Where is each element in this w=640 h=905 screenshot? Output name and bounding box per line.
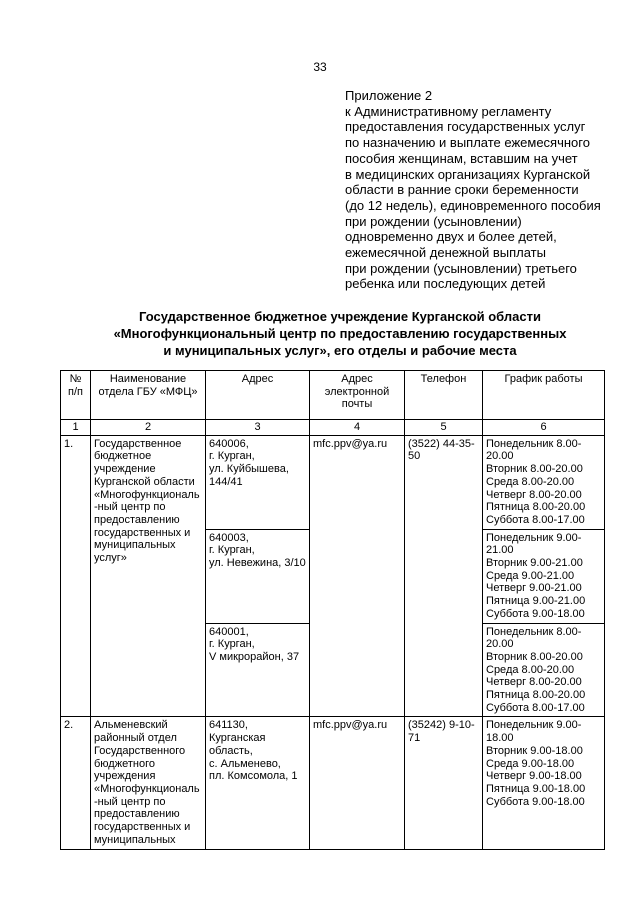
col-number: 5 xyxy=(405,420,483,436)
schedule-line: Пятница 8.00-20.00 xyxy=(486,501,586,514)
table-row xyxy=(61,717,605,850)
schedule-line: Среда 8.00-20.00 xyxy=(486,663,575,676)
phone-cell: (35242) 9-10- 71 xyxy=(405,717,483,850)
email-cell: mfc.ppv@ya.ru xyxy=(310,435,405,717)
schedule-line: Вторник 9.00-18.00 xyxy=(486,744,583,757)
phone-cell: (3522) 44-35- 50 xyxy=(405,435,483,717)
table-row xyxy=(61,435,605,529)
schedule-line: Понедельник 9.00- 18.00 xyxy=(486,719,582,745)
schedule-line: Среда 8.00-20.00 xyxy=(486,475,575,488)
col-number: 1 xyxy=(61,420,91,436)
header-schedule: График работы xyxy=(483,371,605,420)
appendix-text: к Административному регламенту предоставления государственных услуг по назначению и выплате ежемесячного пособия женщинам, вставшим на учет в медицинских организациях Курганской области в ранние сроки беременности (до 12 недель), единовременного пособия при рождении (усыновлении) одновременно двух и более детей, ежемесячной денежной выплаты при рождении (усыновлении) третьего ребенка или последующих детей xyxy=(345,103,601,292)
schedule-line: Пятница 9.00-21.00 xyxy=(486,595,586,608)
offices-table xyxy=(60,370,605,850)
schedule-line: Четверг 9.00-21.00 xyxy=(486,582,582,595)
schedule-line: Суббота 9.00-18.00 xyxy=(486,607,585,620)
schedule-line: Вторник 9.00-21.00 xyxy=(486,557,583,570)
table-header-row xyxy=(61,371,605,420)
row-number: 2. xyxy=(61,717,91,850)
header-phone: Телефон xyxy=(405,371,483,420)
header-department: Наименование отдела ГБУ «МФЦ» xyxy=(91,371,206,420)
header-address: Адрес xyxy=(206,371,310,420)
schedule-line: Четверг 9.00-18.00 xyxy=(486,770,582,783)
col-number: 4 xyxy=(310,420,405,436)
schedule-line: Суббота 9.00-18.00 xyxy=(486,795,585,808)
address-cell: 640001, г. Курган, V микрорайон, 37 xyxy=(206,623,310,717)
schedule-line: Понедельник 9.00- 21.00 xyxy=(486,531,582,557)
schedule-line: Суббота 8.00-17.00 xyxy=(486,513,585,526)
col-number: 2 xyxy=(91,420,206,436)
schedule-cell xyxy=(483,623,605,717)
schedule-cell xyxy=(483,435,605,529)
schedule-line: Понедельник 8.00- 20.00 xyxy=(486,437,582,463)
col-number: 3 xyxy=(206,420,310,436)
address-cell: 640003, г. Курган, ул. Невежина, 3/10 xyxy=(206,529,310,623)
appendix-heading: Приложение 2 xyxy=(345,88,433,103)
schedule-line: Пятница 8.00-20.00 xyxy=(486,689,586,702)
schedule-cell xyxy=(483,529,605,623)
row-number: 1. xyxy=(61,435,91,717)
header-email: Адрес электронной почты xyxy=(310,371,405,420)
schedule-line: Среда 9.00-21.00 xyxy=(486,569,575,582)
schedule-line: Пятница 9.00-18.00 xyxy=(486,782,586,795)
column-number-row xyxy=(61,420,605,436)
page-number: 33 xyxy=(313,60,327,74)
department-name: Государственное бюджетное учреждение Курганской области «Многофункциональ -ный центр по предоставлению государственных и муниципальных услуг» xyxy=(91,435,206,717)
col-number: 6 xyxy=(483,420,605,436)
header-number: № п/п xyxy=(61,371,91,420)
address-cell: 641130, Курганская область, с. Альменево, пл. Комсомола, 1 xyxy=(206,717,310,850)
email-cell: mfc.ppv@ya.ru xyxy=(310,717,405,850)
document-title: Государственное бюджетное учреждение Курганской области «Многофункциональный центр по предоставлению государственных и муниципальных услуг», его отделы и рабочие места xyxy=(113,309,567,358)
department-name: Альменевский районный отдел Государственного бюджетного учреждения «Многофункциональ -ный центр по предоставлению государственных и муниципальных xyxy=(91,717,206,850)
schedule-cell xyxy=(483,717,605,850)
schedule-line: Среда 9.00-18.00 xyxy=(486,757,575,770)
address-cell: 640006, г. Курган, ул. Куйбышева, 144/41 xyxy=(206,435,310,529)
schedule-line: Понедельник 8.00- 20.00 xyxy=(486,625,582,651)
schedule-line: Вторник 8.00-20.00 xyxy=(486,463,583,476)
schedule-line: Четверг 8.00-20.00 xyxy=(486,488,582,501)
schedule-line: Четверг 8.00-20.00 xyxy=(486,676,582,689)
schedule-line: Суббота 8.00-17.00 xyxy=(486,701,585,714)
appendix-block xyxy=(345,88,615,292)
schedule-line: Вторник 8.00-20.00 xyxy=(486,650,583,663)
